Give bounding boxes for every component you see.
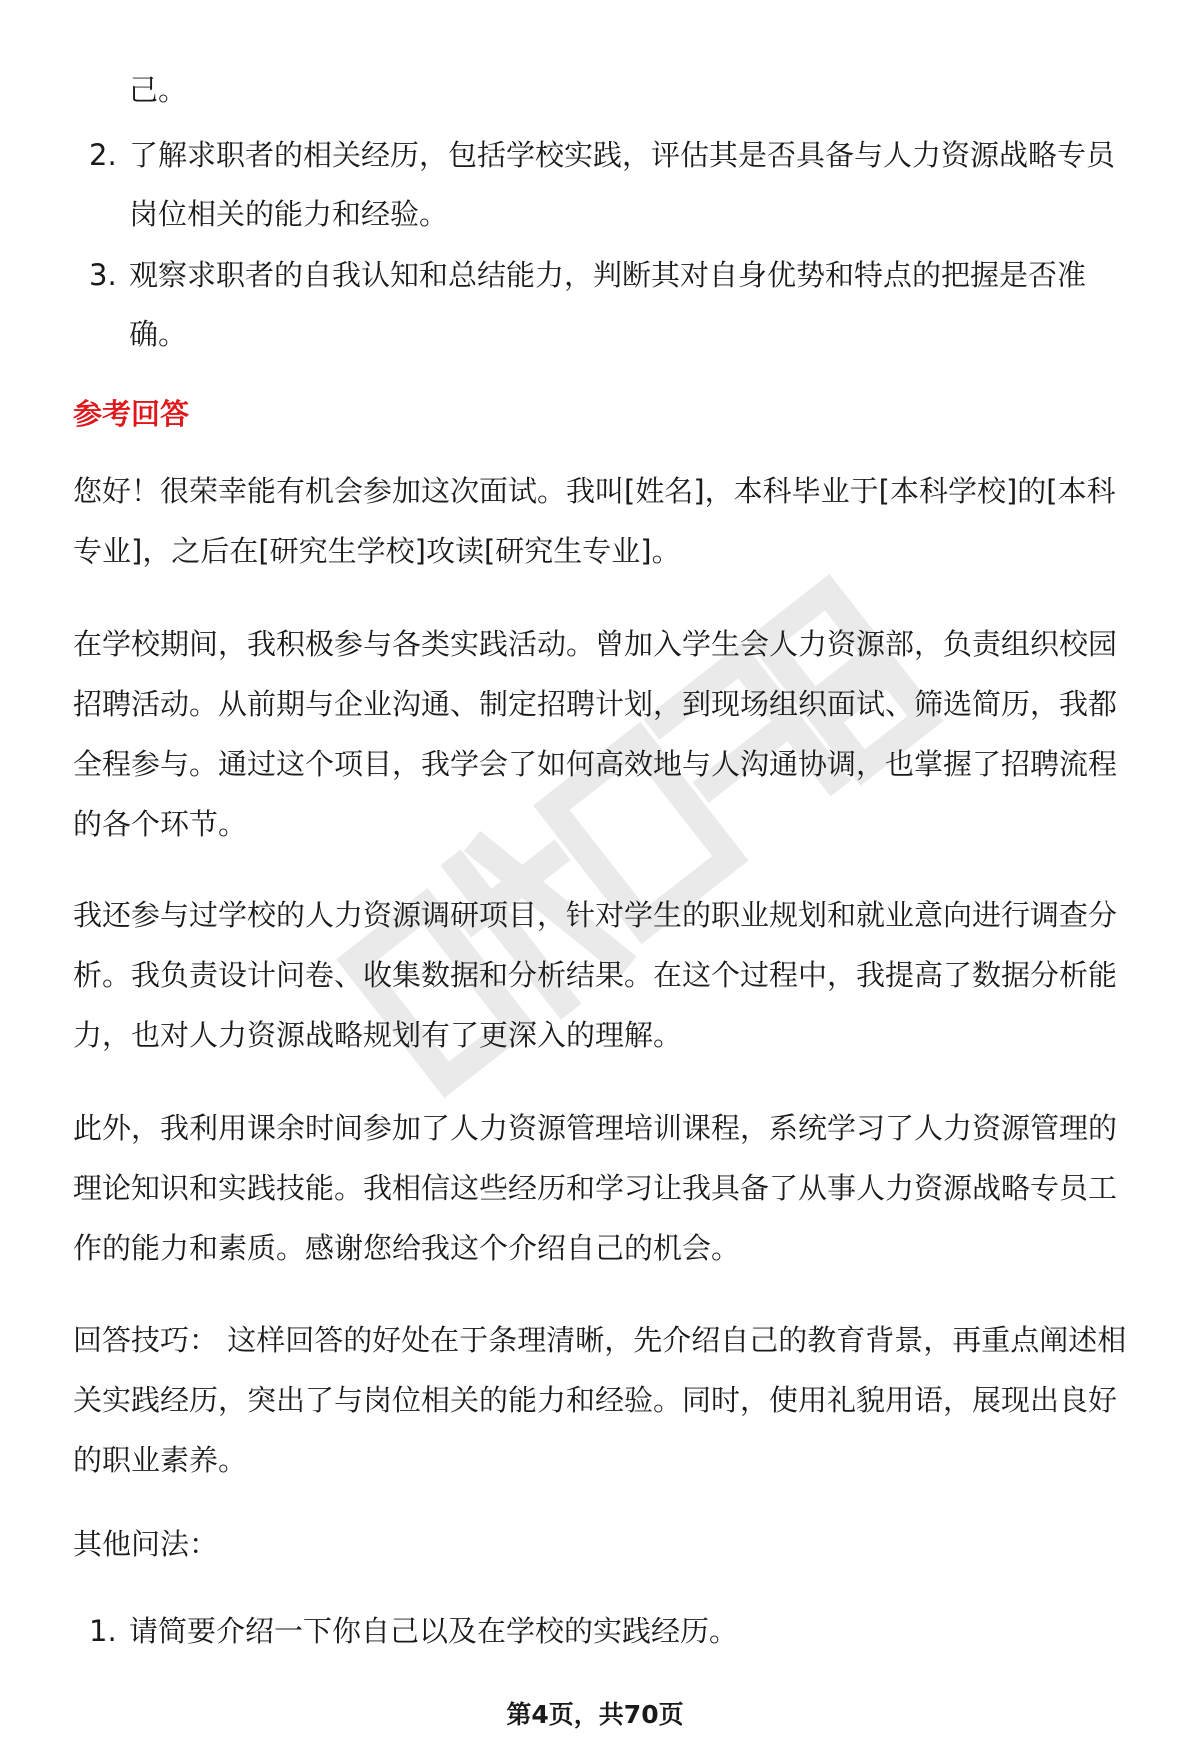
- para-3-line-1: 我还参与过学校的人力资源调研项目，针对学生的职业规划和就业意向进行调查分: [73, 898, 1118, 932]
- list-item-1-tail: 己。: [129, 73, 188, 107]
- list-item-3-line-2: 确。: [129, 317, 188, 351]
- para-2-line-4: 的各个环节。: [73, 807, 248, 841]
- tips-line-3: 的职业素养。: [73, 1443, 248, 1477]
- para-3-line-2: 析。我负责设计问卷、收集数据和分析结果。在这个过程中，我提高了数据分析能: [73, 958, 1118, 992]
- para-2-line-1: 在学校期间，我积极参与各类实践活动。曾加入学生会人力资源部，负责组织校园: [73, 627, 1118, 661]
- para-4-line-2: 理论知识和实践技能。我相信这些经历和学习让我具备了从事人力资源战略专员工: [73, 1171, 1118, 1205]
- tips-line-2: 关实践经历，突出了与岗位相关的能力和经验。同时，使用礼貌用语，展现出良好: [73, 1383, 1118, 1417]
- other-question-1-number: 1.: [89, 1614, 117, 1648]
- para-4-line-1: 此外，我利用课余时间参加了人力资源管理培训课程，系统学习了人力资源管理的: [73, 1111, 1118, 1145]
- para-2-line-3: 全程参与。通过这个项目，我学会了如何高效地与人沟通协调，也掌握了招聘流程: [73, 747, 1118, 781]
- para-4-line-3: 作的能力和素质。感谢您给我这个介绍自己的机会。: [73, 1231, 741, 1265]
- list-item-2-line-1: 了解求职者的相关经历，包括学校实践，评估其是否具备与人力资源战略专员: [129, 138, 1116, 172]
- other-questions-label: 其他问法：: [73, 1527, 219, 1561]
- para-1-line-1: 您好！很荣幸能有机会参加这次面试。我叫[姓名]，本科毕业于[本科学校]的[本科: [73, 474, 1116, 508]
- list-item-2-number: 2.: [89, 138, 117, 172]
- list-item-3-number: 3.: [89, 258, 117, 292]
- other-question-1-text: 请简要介绍一下你自己以及在学校的实践经历。: [129, 1614, 739, 1648]
- list-item-3-line-1: 观察求职者的自我认知和总结能力，判断其对自身优势和特点的把握是否准: [129, 258, 1087, 292]
- list-item-2-line-2: 岗位相关的能力和经验。: [129, 197, 449, 231]
- para-1-line-2: 专业]，之后在[研究生学校]攻读[研究生专业]。: [73, 534, 681, 568]
- page-number-footer: 第4页，共70页: [506, 1700, 684, 1729]
- tips-line-1: 回答技巧： 这样回答的好处在于条理清晰，先介绍自己的教育背景，再重点阐述相: [73, 1323, 1127, 1357]
- para-2-line-2: 招聘活动。从前期与企业沟通、制定招聘计划，到现场组织面试、筛选简历，我都: [73, 687, 1118, 721]
- reference-answer-heading: 参考回答: [73, 397, 190, 431]
- para-3-line-3: 力，也对人力资源战略规划有了更深入的理解。: [73, 1018, 683, 1052]
